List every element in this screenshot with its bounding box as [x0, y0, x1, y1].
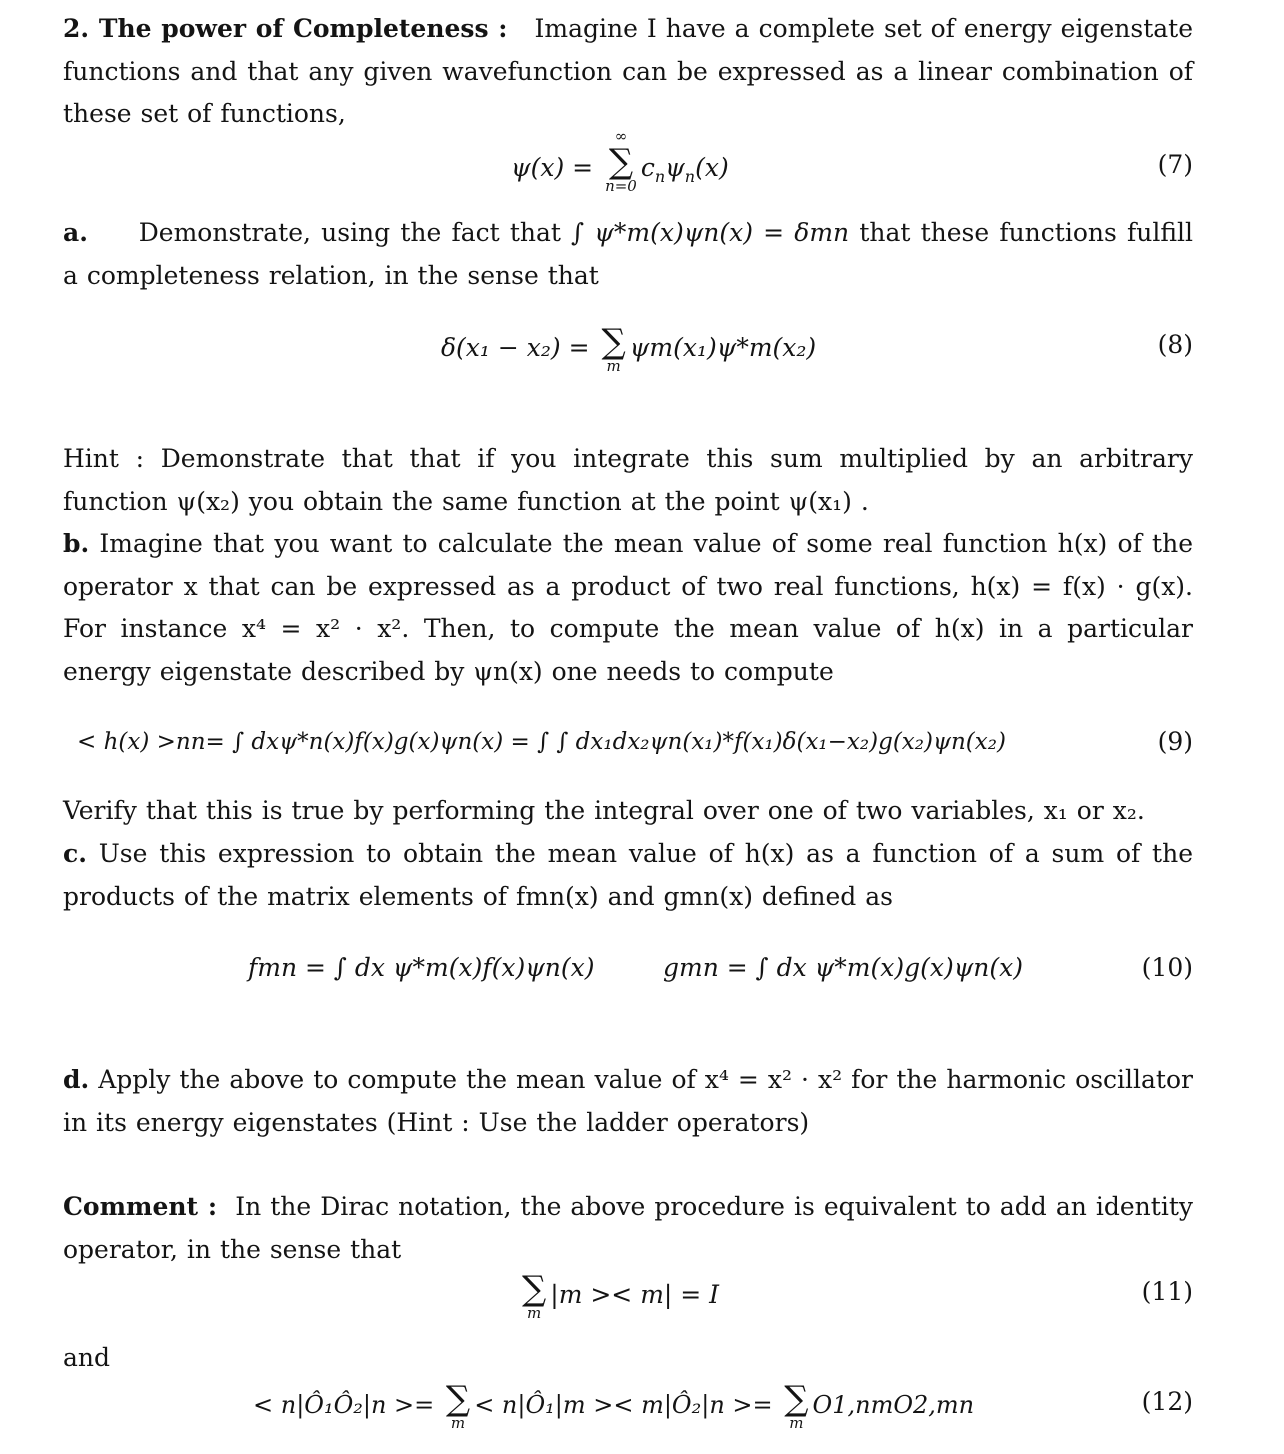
equation-7: [63, 127, 1193, 205]
equation-11: [63, 1269, 1193, 1332]
eq8-number: (8): [1157, 330, 1193, 359]
part-d-paragraph: [63, 1059, 1193, 1144]
eq12-lhs: < n|Ô₁Ô₂|n >=: [253, 1391, 435, 1419]
part-c-text: Use this expression to obtain the mean value of h(x) as a function of a sum of the products of the matrix elements of fmn(x) and gmn(x) defined as: [63, 839, 1193, 911]
comment-paragraph: [63, 1186, 1193, 1271]
eq12-sum2: ∑ m: [784, 1379, 809, 1432]
eq7-sum-bottom: n=0: [605, 177, 637, 195]
hint-text: Demonstrate that that if you integrate this sum multiplied by an arbitrary function ψ(x₂) you obtain the same function at the point ψ(x₁) .: [63, 444, 1193, 516]
eq10-right: gmn = ∫ dx ψ*m(x)g(x)ψn(x): [663, 953, 1024, 982]
eq12-sum1: ∑ m: [445, 1379, 471, 1432]
eq7-psi-sub: n: [684, 167, 696, 186]
eq7-c: c: [640, 153, 655, 182]
eq8-sum: ∑ m: [601, 322, 626, 375]
eq12-number: (12): [1141, 1387, 1193, 1416]
intro-text: Imagine I have a complete set of energy eigenstate functions and that any given wavefunction can be expressed as a linear combination of these set of functions,: [63, 14, 1193, 128]
eq12-sum1-bottom: m: [450, 1414, 466, 1432]
eq12-sum2-bottom: m: [789, 1414, 804, 1432]
eq8-expression: [441, 322, 817, 375]
eq7-arg: (x): [695, 153, 729, 182]
equation-9: [63, 722, 1193, 782]
eq10-number: (10): [1141, 953, 1193, 982]
part-c-paragraph: [63, 833, 1193, 918]
eq9-expression: < h(x) >nn= ∫ dxψ*n(x)f(x)g(x)ψn(x) = ∫ ∫ dx₁dx₂ψn(x₁)*f(x₁)δ(x₁−x₂)g(x₂)ψn(x₂): [77, 729, 1006, 755]
verify-paragraph: [63, 790, 1193, 833]
eq12-rhs: O1,nmO2,mn: [812, 1391, 975, 1419]
problem-heading: 2. The power of Completeness :: [63, 14, 508, 43]
eq11-sum: ∑ m: [522, 1269, 547, 1322]
part-a-text1: Demonstrate, using the fact that: [138, 218, 561, 247]
part-b-label: b.: [63, 529, 90, 558]
part-b-text: Imagine that you want to calculate the mean value of some real function h(x) of the operator x that can be expressed as a product of two real functions, h(x) = f(x) · g(x). For instance x⁴ = x² · x². Then, to compute the mean value of h(x) in a particular energy eigenstate described by ψn(x) one needs to compute: [63, 529, 1193, 686]
eq7-lhs: ψ(x) =: [511, 153, 594, 182]
part-c-label: c.: [63, 839, 87, 868]
eq12-middle: < n|Ô₁|m >< m|Ô₂|n >=: [474, 1391, 773, 1419]
eq7-sum-top: ∞: [614, 127, 628, 145]
equation-8: [63, 322, 1193, 385]
equation-12: [63, 1379, 1193, 1442]
and-word: and: [63, 1343, 111, 1372]
part-a-fact: ∫ ψ*m(x)ψn(x) = δmn: [571, 218, 850, 247]
equation-10: [63, 948, 1193, 1008]
intro-paragraph: [63, 8, 1193, 136]
hint-paragraph: [63, 438, 1193, 523]
eq12-expression: [253, 1379, 975, 1432]
eq9-number: (9): [1157, 727, 1193, 756]
part-a-text2: that these functions fulfill a completeness relation, in the sense that: [63, 218, 1193, 290]
eq8-lhs: δ(x₁ − x₂) =: [441, 333, 590, 362]
eq7-expression: [511, 127, 729, 197]
eq10-left: fmn = ∫ dx ψ*m(x)f(x)ψn(x): [248, 953, 595, 982]
eq7-sum: ∞ ∑ n=0: [605, 127, 637, 195]
part-d-label: d.: [63, 1065, 90, 1094]
eq11-sum-bottom: m: [527, 1304, 542, 1322]
eq7-c-sub: n: [654, 167, 666, 186]
eq11-rhs: |m >< m| = I: [550, 1280, 720, 1309]
eq8-sum-bottom: m: [606, 357, 621, 375]
part-a-paragraph: [63, 212, 1193, 297]
eq8-rhs: ψm(x₁)ψ*m(x₂): [629, 333, 817, 362]
eq7-psi: ψ: [665, 153, 685, 182]
part-b-paragraph: [63, 523, 1193, 693]
comment-label: Comment :: [63, 1192, 218, 1221]
eq7-number: (7): [1157, 150, 1193, 179]
hint-label: Hint :: [63, 444, 145, 473]
eq11-expression: [518, 1269, 720, 1322]
verify-text: Verify that this is true by performing the integral over one of two variables, x₁ or x₂.: [63, 796, 1145, 825]
eq11-number: (11): [1141, 1277, 1193, 1306]
part-a-label: a.: [63, 218, 88, 247]
part-d-text: Apply the above to compute the mean value of x⁴ = x² · x² for the harmonic oscillator in its energy eigenstates (Hint : Use the ladder operators): [63, 1065, 1193, 1137]
comment-text: In the Dirac notation, the above procedure is equivalent to add an identity operator, in the sense that: [63, 1192, 1193, 1264]
